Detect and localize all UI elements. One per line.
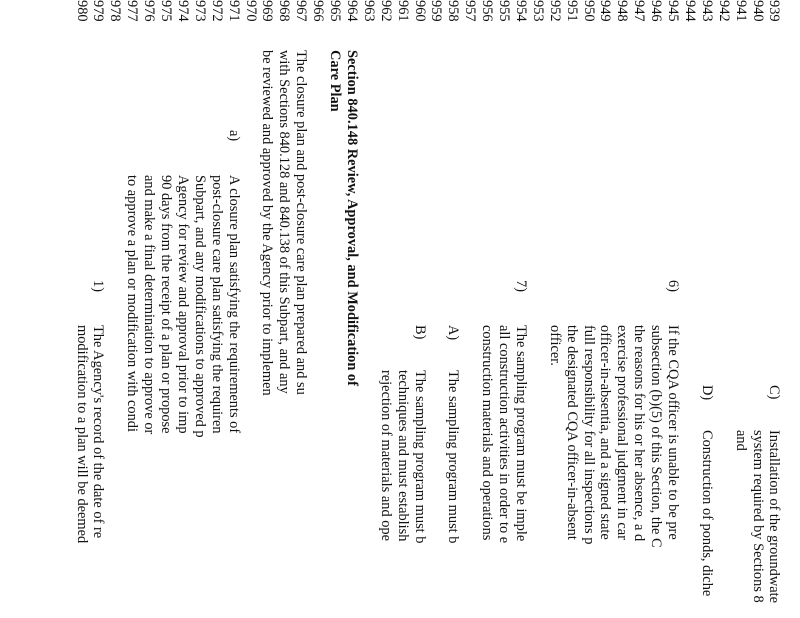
line-text: and make a final determination to approve or [141, 175, 158, 435]
line-number: 957 [462, 0, 479, 22]
line-number: 956 [479, 0, 496, 22]
document-line [682, 0, 698, 618]
line-number: 976 [141, 0, 158, 22]
line-number: 962 [377, 0, 394, 22]
document-line [395, 0, 411, 618]
line-text: subsection (b)(5) of this Section, the C [648, 325, 665, 548]
document-line [378, 0, 394, 618]
line-text: Installation of the groundwate [766, 430, 783, 604]
list-label: 7) [513, 280, 529, 292]
document-line [107, 0, 123, 618]
line-number: 964 [344, 0, 360, 22]
document-line [124, 0, 140, 618]
document-line [226, 0, 242, 618]
line-number: 941 [732, 0, 749, 22]
line-number: 968 [276, 0, 293, 22]
line-text: modification to a plan will be deemed [73, 325, 90, 544]
section-heading: Care Plan [327, 50, 344, 112]
line-number: 978 [107, 0, 124, 22]
line-text: all construction activities in order to e [496, 325, 513, 544]
document-line [496, 0, 512, 618]
document-line [564, 0, 580, 618]
line-text: 90 days from the receipt of a plan or propose [158, 175, 175, 434]
document-line [750, 0, 766, 618]
line-text: A closure plan satisfying the requirements of [225, 175, 242, 434]
document-line [276, 0, 292, 618]
document-line [547, 0, 563, 618]
line-text: be reviewed and approved by the Agency prior to implemen [259, 50, 276, 396]
line-text: Agency for review and approval prior to imp [175, 175, 191, 434]
line-text: post-closure care plan satisfying the requiren [208, 175, 225, 434]
line-number: 943 [698, 0, 715, 22]
document-line [699, 0, 715, 618]
document-line [293, 0, 309, 618]
line-text: The sampling program must b [411, 370, 428, 544]
line-text: rejection of materials and ope [377, 370, 394, 542]
line-text: officer-in-absentia, and a signed state [597, 325, 614, 540]
line-text: officer. [546, 325, 563, 366]
line-text: full responsibility for all inspections p [580, 325, 597, 545]
document-line [209, 0, 225, 618]
line-number: 953 [529, 0, 546, 22]
line-text: to approve a plan or modification with condi [124, 175, 141, 432]
line-number: 974 [175, 0, 191, 22]
document-line [716, 0, 732, 618]
line-number: 973 [191, 0, 208, 22]
line-number: 958 [445, 0, 462, 22]
line-number: 972 [208, 0, 225, 22]
document-line [581, 0, 597, 618]
line-number: 951 [563, 0, 580, 22]
document-line [74, 0, 90, 618]
document-line [243, 0, 259, 618]
line-text: The sampling program must b [445, 370, 462, 544]
document-line [598, 0, 614, 618]
line-text: Construction of ponds, diche [698, 430, 715, 597]
document-line [648, 0, 664, 618]
document-line [767, 0, 783, 618]
document-line [530, 0, 546, 618]
line-text: construction materials and operations [479, 325, 496, 541]
document-line [260, 0, 276, 618]
section-heading: Section 840.148 Review, Approval, and Modification of [344, 50, 360, 386]
document-line [631, 0, 647, 618]
line-text: The sampling program must be imple [513, 325, 529, 542]
line-number: 970 [242, 0, 259, 22]
document-line [158, 0, 174, 618]
line-text: exercise professional judgment in car [614, 325, 631, 540]
list-label: B) [411, 325, 428, 340]
line-number: 949 [597, 0, 614, 22]
line-number: 963 [360, 0, 377, 22]
line-number: 954 [513, 0, 529, 22]
line-text: the designated CQA officer-in-absent [563, 325, 580, 540]
line-text: Subpart, and any modifications to approved p [191, 175, 208, 438]
list-label: 6) [665, 280, 682, 292]
line-number: 948 [614, 0, 631, 22]
line-number: 980 [73, 0, 90, 22]
document-line [513, 0, 529, 618]
line-text: techniques and must establish [394, 370, 411, 542]
line-number: 947 [631, 0, 648, 22]
line-number: 959 [428, 0, 445, 22]
document-line [665, 0, 681, 618]
line-number: 965 [327, 0, 344, 22]
line-number: 971 [225, 0, 242, 22]
document-line [445, 0, 461, 618]
line-number: 945 [665, 0, 682, 22]
document-line [361, 0, 377, 618]
line-text: with Sections 840.128 and 840.138 of this Subpart, and any [276, 50, 293, 394]
line-text: the reasons for his or her absence, a d [631, 325, 648, 542]
line-number: 975 [158, 0, 175, 22]
line-number: 942 [715, 0, 732, 22]
line-number: 967 [293, 0, 310, 22]
line-text: The closure plan and post-closure care plan prepared and su [293, 50, 310, 395]
line-number: 939 [766, 0, 783, 22]
line-number: 961 [394, 0, 411, 22]
document-line [91, 0, 107, 618]
document-line [412, 0, 428, 618]
line-text: and [732, 430, 749, 451]
line-text: system required by Sections 8 [749, 430, 766, 603]
list-label: a) [225, 130, 242, 142]
document-line [192, 0, 208, 618]
document-line [733, 0, 749, 618]
line-number: 946 [648, 0, 665, 22]
line-number: 977 [124, 0, 141, 22]
document-line [141, 0, 157, 618]
document-line [479, 0, 495, 618]
document-line [614, 0, 630, 618]
line-number: 979 [90, 0, 107, 22]
document-line [344, 0, 360, 618]
document-line [462, 0, 478, 618]
list-label: C) [766, 385, 783, 400]
line-number: 960 [411, 0, 428, 22]
line-number: 950 [580, 0, 597, 22]
list-label: D) [698, 385, 715, 401]
line-text: If the CQA officer is unable to be pre [665, 325, 682, 540]
line-number: 966 [310, 0, 327, 22]
document-line [175, 0, 191, 618]
line-number: 969 [259, 0, 276, 22]
line-number: 952 [546, 0, 563, 22]
document-line [327, 0, 343, 618]
line-number: 944 [682, 0, 698, 22]
document-line [310, 0, 326, 618]
document-line [429, 0, 445, 618]
list-label: A) [445, 325, 462, 341]
list-label: 1) [90, 280, 107, 292]
line-text: The Agency's record of the date of re [90, 325, 107, 539]
line-number: 940 [749, 0, 766, 22]
line-number: 955 [496, 0, 513, 22]
